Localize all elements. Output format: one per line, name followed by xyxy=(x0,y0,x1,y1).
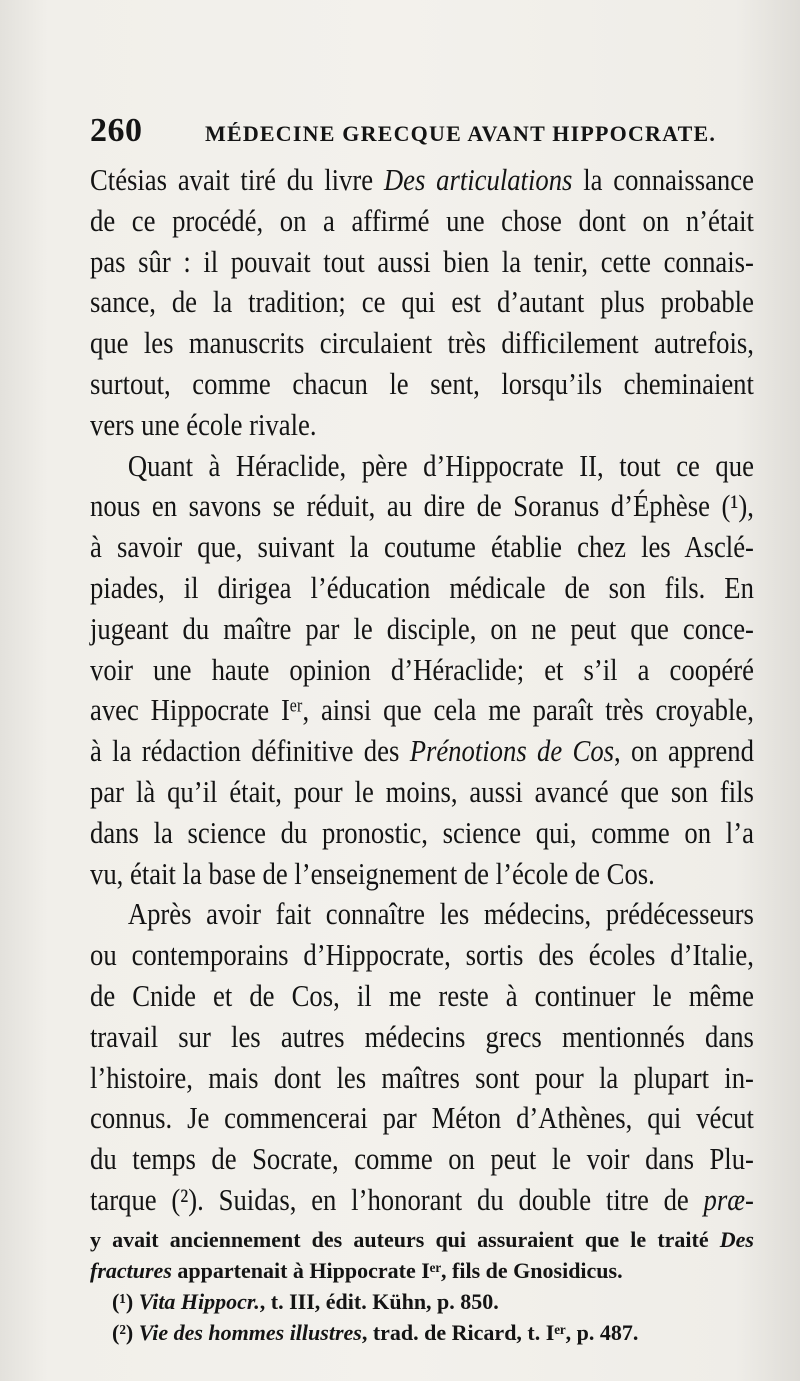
italic-text: Des articulations xyxy=(383,162,573,197)
text-run: la connaissance xyxy=(572,162,754,197)
text-line xyxy=(90,282,754,323)
text-line xyxy=(90,854,754,895)
text-run: l’histoire, mais dont les maîtres sont pour la plupart in- xyxy=(90,1059,754,1095)
text-line xyxy=(90,772,754,813)
text-run: avec Hippocrate Iᵉʳ, ainsi que cela me paraît très croyable, xyxy=(90,692,754,728)
footnote-line xyxy=(90,1224,754,1255)
text-line xyxy=(90,486,754,527)
text-line xyxy=(90,976,754,1017)
text-line xyxy=(90,364,754,405)
footnotes xyxy=(90,1224,754,1348)
text-run: connus. Je commencerai par Méton d’Athènes, qui vécut xyxy=(90,1100,754,1136)
footnote-line xyxy=(90,1317,754,1348)
text-line xyxy=(90,609,754,650)
italic-text: Vie des hommes illustres xyxy=(138,1320,362,1345)
text-line xyxy=(90,160,754,201)
text-run: voir une haute opinion d’Héraclide; et s’il a coopéré xyxy=(90,651,754,687)
text-run: appartenait à Hippocrate Iᵉʳ, fils de Gnosidicus. xyxy=(171,1258,623,1283)
footnote-line xyxy=(90,1286,754,1317)
text-line xyxy=(90,894,754,935)
text-line xyxy=(90,731,754,772)
text-run: que les manuscrits circulaient très difficilement autrefois, xyxy=(90,325,754,361)
text-run: ou contemporains d’Hippocrate, sortis des écoles d’Italie, xyxy=(90,937,754,973)
text-line xyxy=(90,1017,754,1058)
text-run: surtout, comme chacun le sent, lorsqu’ils cheminaient xyxy=(90,365,754,401)
text-line xyxy=(90,935,754,976)
text-run: Ctésias avait tiré du livre xyxy=(90,162,384,197)
text-line xyxy=(90,242,754,283)
text-run: dans la science du pronostic, science qui, comme on l’a xyxy=(90,814,754,850)
text-run: Quant à Héraclide, père d’Hippocrate II, tout ce que xyxy=(127,447,754,483)
text-line xyxy=(90,650,754,691)
text-line xyxy=(90,323,754,364)
text-run: vu, était la base de l’enseignement de l’école de Cos. xyxy=(90,855,655,891)
text-line xyxy=(90,813,754,854)
text-run: tarque (²). Suidas, en l’honorant du double titre de xyxy=(90,1181,704,1217)
page-header xyxy=(90,112,750,152)
text-run: pas sûr : il pouvait tout aussi bien la tenir, cette connais- xyxy=(90,243,754,279)
text-run: par là qu’il était, pour le moins, aussi avancé que son fils xyxy=(90,773,754,809)
text-run: à savoir que, suivant la coutume établie chez les Asclé- xyxy=(90,529,754,565)
text-line xyxy=(90,405,754,446)
text-line xyxy=(90,446,754,487)
text-run: jugeant du maître par le disciple, on ne peut que conce- xyxy=(90,610,754,646)
text-run: (¹) xyxy=(112,1289,139,1314)
text-run: , on apprend xyxy=(614,733,754,769)
italic-text: Vita Hippocr. xyxy=(138,1289,260,1314)
body-text xyxy=(90,160,754,1221)
italic-text: Des xyxy=(719,1227,754,1252)
text-run: à la rédaction définitive des xyxy=(90,733,410,769)
text-run: du temps de Socrate, comme on peut le voir dans Plu- xyxy=(90,1141,754,1177)
text-run: piades, il dirigea l’éducation médicale de son fils. En xyxy=(90,569,754,605)
text-line xyxy=(90,1058,754,1099)
running-title: MÉDECINE GRECQUE AVANT HIPPOCRATE. xyxy=(205,121,717,146)
footnote-line xyxy=(90,1255,754,1286)
text-run: travail sur les autres médecins grecs mentionnés dans xyxy=(90,1018,754,1054)
text-line xyxy=(90,527,754,568)
text-run: vers une école rivale. xyxy=(90,406,317,442)
text-run: sance, de la tradition; ce qui est d’autant plus probable xyxy=(90,284,754,320)
text-run: nous en savons se réduit, au dire de Soranus d’Éphèse (¹), xyxy=(90,488,754,524)
text-run: Après avoir fait connaître les médecins, prédécesseurs xyxy=(127,896,754,932)
text-run: de Cnide et de Cos, il me reste à continuer le même xyxy=(90,977,754,1013)
text-line xyxy=(90,1098,754,1139)
text-run: y avait anciennement des auteurs qui assuraient que le traité xyxy=(90,1227,720,1252)
italic-text: Prénotions de Cos xyxy=(409,733,615,769)
italic-text: præ- xyxy=(703,1181,754,1217)
text-line xyxy=(90,201,754,242)
text-line xyxy=(90,568,754,609)
text-run: , t. III, édit. Kühn, p. 850. xyxy=(259,1289,499,1314)
text-line xyxy=(90,1139,754,1180)
text-run: (²) xyxy=(112,1320,139,1345)
text-line xyxy=(90,690,754,731)
text-run: de ce procédé, on a affirmé une chose dont on n’était xyxy=(90,202,754,238)
page-number: 260 xyxy=(90,112,143,149)
text-line xyxy=(90,1180,754,1221)
italic-text: fractures xyxy=(90,1258,172,1283)
text-run: , trad. de Ricard, t. Iᵉʳ, p. 487. xyxy=(361,1320,639,1345)
